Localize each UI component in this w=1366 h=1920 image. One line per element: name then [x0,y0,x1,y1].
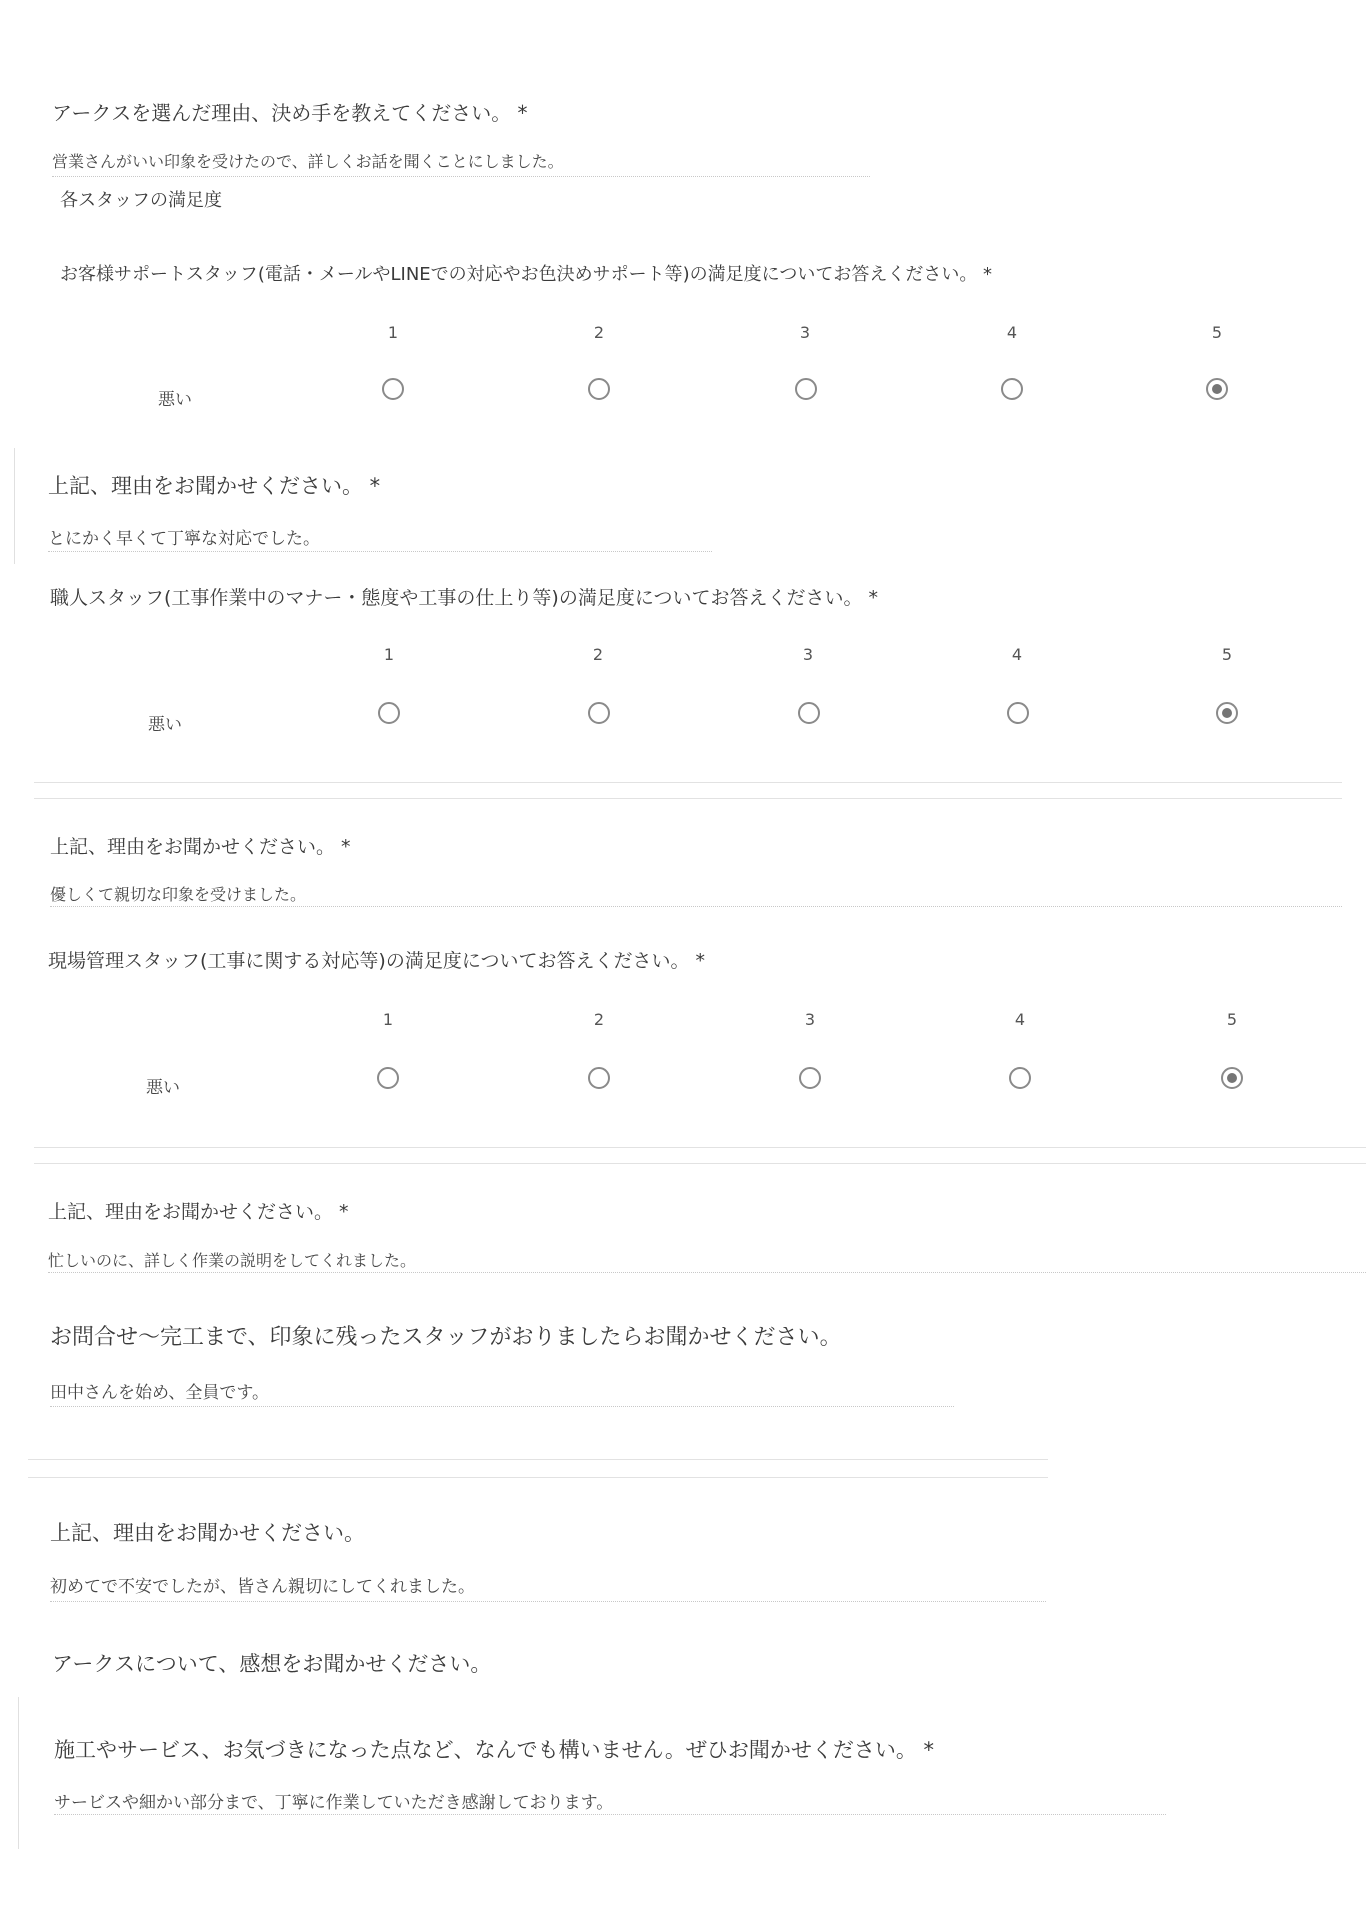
radio-option-3[interactable] [799,1067,821,1089]
question-memorable-staff: お問合せ〜完工まで、印象に残ったスタッフがおりましたらお聞かせください。 [50,1325,842,1350]
section-title-impressions: アークスについて、感想をお聞かせください。 [52,1652,492,1676]
answer-underline [50,1601,1046,1602]
scale-label-3: 3 [804,1010,816,1029]
scale-label-1: 1 [383,645,395,664]
section-divider [28,1477,1048,1478]
radio-option-1[interactable] [382,378,404,400]
question-craft-reason: 上記、理由をお聞かせください。 * [50,836,351,858]
radio-option-4[interactable] [1009,1067,1031,1089]
scale-low-label: 悪い [146,1078,180,1098]
scale-label-1: 1 [387,323,399,342]
question-site-reason: 上記、理由をお聞かせください。 * [48,1201,349,1223]
answer-memorable-staff[interactable]: 田中さんを始め、全員です。 [50,1383,269,1403]
radio-option-2[interactable] [588,702,610,724]
section-divider [34,798,1342,799]
section-divider [34,782,1342,783]
scale-label-1: 1 [382,1010,394,1029]
scale-label-2: 2 [593,1010,605,1029]
section-title-staff-satisfaction: 各スタッフの満足度 [60,190,222,211]
scale-label-4: 4 [1011,645,1023,664]
section-divider [34,1147,1366,1148]
question-memorable-reason: 上記、理由をお聞かせください。 [50,1521,365,1545]
section-divider [34,1163,1366,1164]
answer-underline [50,906,1342,907]
scale-label-3: 3 [799,323,811,342]
question-site-staff-rating: 現場管理スタッフ(工事に関する対応等)の満足度についてお答えください。 * [48,950,705,972]
answer-underline [50,1406,954,1407]
radio-option-4[interactable] [1007,702,1029,724]
answer-underline [52,176,870,177]
answer-memorable-reason[interactable]: 初めてで不安でしたが、皆さん親切にしてくれました。 [50,1577,475,1597]
answer-underline [48,551,712,552]
scale-label-5: 5 [1221,645,1233,664]
question-accent-bar [14,448,15,564]
radio-option-5-selected[interactable] [1221,1067,1243,1089]
radio-option-1[interactable] [377,1067,399,1089]
radio-option-3[interactable] [795,378,817,400]
answer-support-reason[interactable]: とにかく早くて丁寧な対応でした。 [48,529,320,549]
answer-underline [48,1272,1366,1273]
radio-option-4[interactable] [1001,378,1023,400]
question-choice-reason: アークスを選んだ理由、決め手を教えてください。 * [52,101,528,125]
question-support-reason: 上記、理由をお聞かせください。 * [48,474,381,498]
question-craft-staff-rating: 職人スタッフ(工事作業中のマナー・態度や工事の仕上り等)の満足度についてお答えください。 * [50,587,878,609]
scale-label-4: 4 [1014,1010,1026,1029]
scale-low-label: 悪い [148,715,182,735]
scale-label-3: 3 [802,645,814,664]
scale-label-5: 5 [1226,1010,1238,1029]
radio-option-5-selected[interactable] [1206,378,1228,400]
scale-label-2: 2 [593,323,605,342]
radio-option-5-selected[interactable] [1216,702,1238,724]
answer-site-reason[interactable]: 忙しいのに、詳しく作業の説明をしてくれました。 [48,1251,417,1270]
answer-impressions[interactable]: サービスや細かい部分まで、丁寧に作業していただき感謝しております。 [54,1793,614,1813]
section-divider [28,1459,1048,1460]
scale-label-5: 5 [1211,323,1223,342]
question-support-staff-rating: お客様サポートスタッフ(電話・メールやLINEでの対応やお色決めサポート等)の満足度についてお答えください。 * [60,264,993,285]
question-accent-bar [18,1697,19,1849]
radio-option-1[interactable] [378,702,400,724]
scale-label-4: 4 [1006,323,1018,342]
answer-underline [54,1814,1166,1815]
answer-craft-reason[interactable]: 優しくて親切な印象を受けました。 [50,885,307,904]
answer-choice-reason[interactable]: 営業さんがいい印象を受けたので、詳しくお話を聞くことにしました。 [52,152,564,171]
scale-label-2: 2 [592,645,604,664]
radio-option-2[interactable] [588,1067,610,1089]
radio-option-3[interactable] [798,702,820,724]
scale-low-label: 悪い [158,390,192,410]
question-impressions: 施工やサービス、お気づきになった点など、なんでも構いません。ぜひお聞かせください。 * [54,1738,935,1762]
radio-option-2[interactable] [588,378,610,400]
